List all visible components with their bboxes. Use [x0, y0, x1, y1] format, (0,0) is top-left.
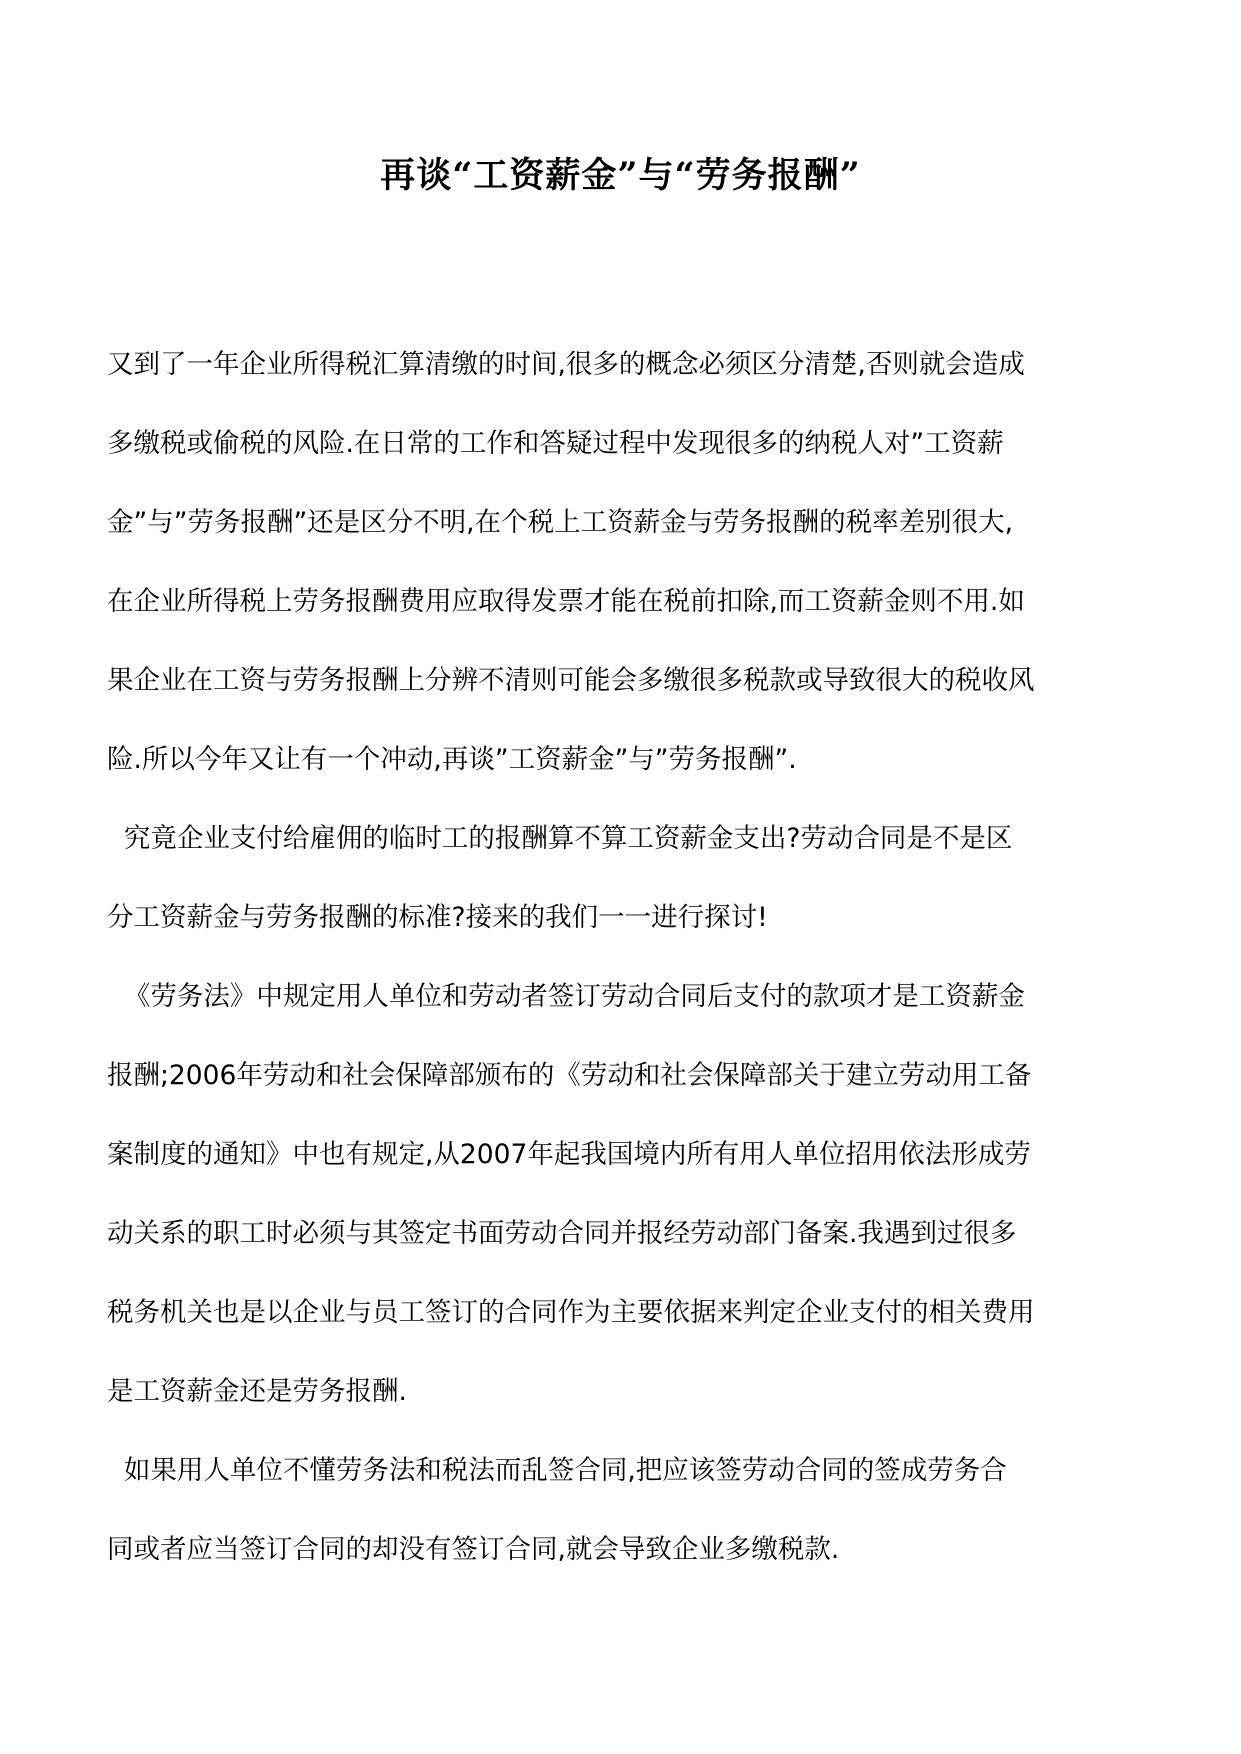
body-line: 如果用人单位不懂劳务法和税法而乱签合同,把应该签劳动合同的签成劳务合 [107, 1455, 1007, 1486]
body-line: 动关系的职工时必须与其签定书面劳动合同并报经劳动部门备案.我遇到过很多 [107, 1218, 1017, 1249]
document-title: 再谈“工资薪金”与“劳务报酬” [380, 155, 861, 196]
body-line: 税务机关也是以企业与员工签订的合同作为主要依据来判定企业支付的相关费用 [107, 1297, 1035, 1328]
body-line: 究竟企业支付给雇佣的临时工的报酬算不算工资薪金支出?劳动合同是不是区 [107, 823, 1013, 854]
body-line: 报酬;2006年劳动和社会保障部颁布的《劳动和社会保障部关于建立劳动用工备 [107, 1060, 1032, 1091]
body-line: 是工资薪金还是劳务报酬. [107, 1376, 407, 1407]
body-line: 多缴税或偷税的风险.在日常的工作和答疑过程中发现很多的纳税人对”工资薪 [107, 428, 1004, 459]
body-line: 又到了一年企业所得税汇算清缴的时间,很多的概念必须区分清楚,否则就会造成 [107, 349, 1025, 380]
body-line: 案制度的通知》中也有规定,从2007年起我国境内所有用人单位招用依法形成劳 [107, 1139, 1031, 1170]
body-line: 险.所以今年又让有一个冲动,再谈”工资薪金”与”劳务报酬”. [107, 744, 797, 775]
body-line: 金”与”劳务报酬”还是区分不明,在个税上工资薪金与劳务报酬的税率差别很大, [107, 507, 1014, 538]
body-line: 在企业所得税上劳务报酬费用应取得发票才能在税前扣除,而工资薪金则不用.如 [107, 586, 1025, 617]
body-line: 《劳务法》中规定用人单位和劳动者签订劳动合同后支付的款项才是工资薪金 [107, 981, 1025, 1012]
body-line: 同或者应当签订合同的却没有签订合同,就会导致企业多缴税款. [107, 1534, 840, 1565]
body-line: 果企业在工资与劳务报酬上分辨不清则可能会多缴很多税款或导致很大的税收风 [107, 665, 1035, 696]
body-line: 分工资薪金与劳务报酬的标准?接来的我们一一进行探讨! [107, 902, 768, 933]
